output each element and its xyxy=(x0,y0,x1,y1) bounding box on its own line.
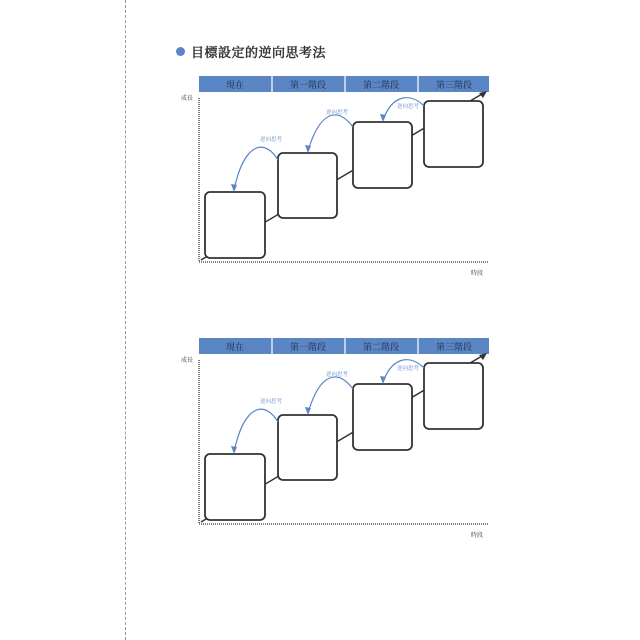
reverse-thinking-label: 逆向思考 xyxy=(259,399,283,405)
bullet-dot-icon xyxy=(176,47,185,56)
header-cell-now: 現在 xyxy=(225,81,245,91)
stage-box-1 xyxy=(278,415,337,480)
header-cell-stage-1: 第一階段 xyxy=(289,343,327,353)
reverse-arrowhead-icon xyxy=(380,376,386,384)
reverse-thinking-label: 逆向思考 xyxy=(396,366,420,372)
stage-box-3 xyxy=(424,363,483,429)
growth-arrowhead-icon xyxy=(479,353,487,360)
x-axis-label: 時段 xyxy=(470,532,484,539)
header-cell-stage-1: 第一階段 xyxy=(289,81,327,91)
header-cell-stage-3: 第三階段 xyxy=(435,81,473,91)
diagram-svg xyxy=(170,70,500,290)
reverse-arrow-1 xyxy=(234,409,278,452)
stage-header xyxy=(199,338,489,354)
page-spine-divider xyxy=(125,0,126,640)
y-axis-label: 成長 xyxy=(180,357,194,364)
header-cell-stage-3: 第三階段 xyxy=(435,343,473,353)
stage-box-2 xyxy=(353,384,412,450)
reverse-thinking-label: 逆向思考 xyxy=(396,104,420,110)
section-heading xyxy=(176,42,326,61)
stage-box-2 xyxy=(353,122,412,188)
diagram-svg xyxy=(170,332,500,552)
reverse-arrow-1 xyxy=(234,147,278,190)
reverse-thinking-diagram-2 xyxy=(170,332,500,552)
y-axis-label: 成長 xyxy=(180,95,194,102)
reverse-arrowhead-icon xyxy=(231,446,237,454)
header-cell-stage-2: 第二階段 xyxy=(362,81,400,91)
stage-box-now xyxy=(205,454,265,520)
reverse-arrow-2 xyxy=(308,377,353,413)
reverse-arrow-2 xyxy=(308,115,353,151)
reverse-thinking-label: 逆向思考 xyxy=(259,137,283,143)
stage-box-now xyxy=(205,192,265,258)
growth-arrowhead-icon xyxy=(479,91,487,98)
heading-title: 目標設定的逆向思考法 xyxy=(191,46,327,61)
header-cell-stage-2: 第二階段 xyxy=(362,343,400,353)
reverse-arrowhead-icon xyxy=(380,114,386,122)
header-cell-now: 現在 xyxy=(225,343,245,353)
stage-header xyxy=(199,76,489,92)
reverse-thinking-label: 逆向思考 xyxy=(325,110,349,116)
reverse-arrowhead-icon xyxy=(305,145,311,153)
x-axis-label: 時段 xyxy=(470,270,484,277)
reverse-thinking-label: 逆向思考 xyxy=(325,372,349,378)
stage-box-1 xyxy=(278,153,337,218)
stage-box-3 xyxy=(424,101,483,167)
reverse-arrowhead-icon xyxy=(305,407,311,415)
reverse-arrowhead-icon xyxy=(231,184,237,192)
reverse-thinking-diagram-1 xyxy=(170,70,500,290)
